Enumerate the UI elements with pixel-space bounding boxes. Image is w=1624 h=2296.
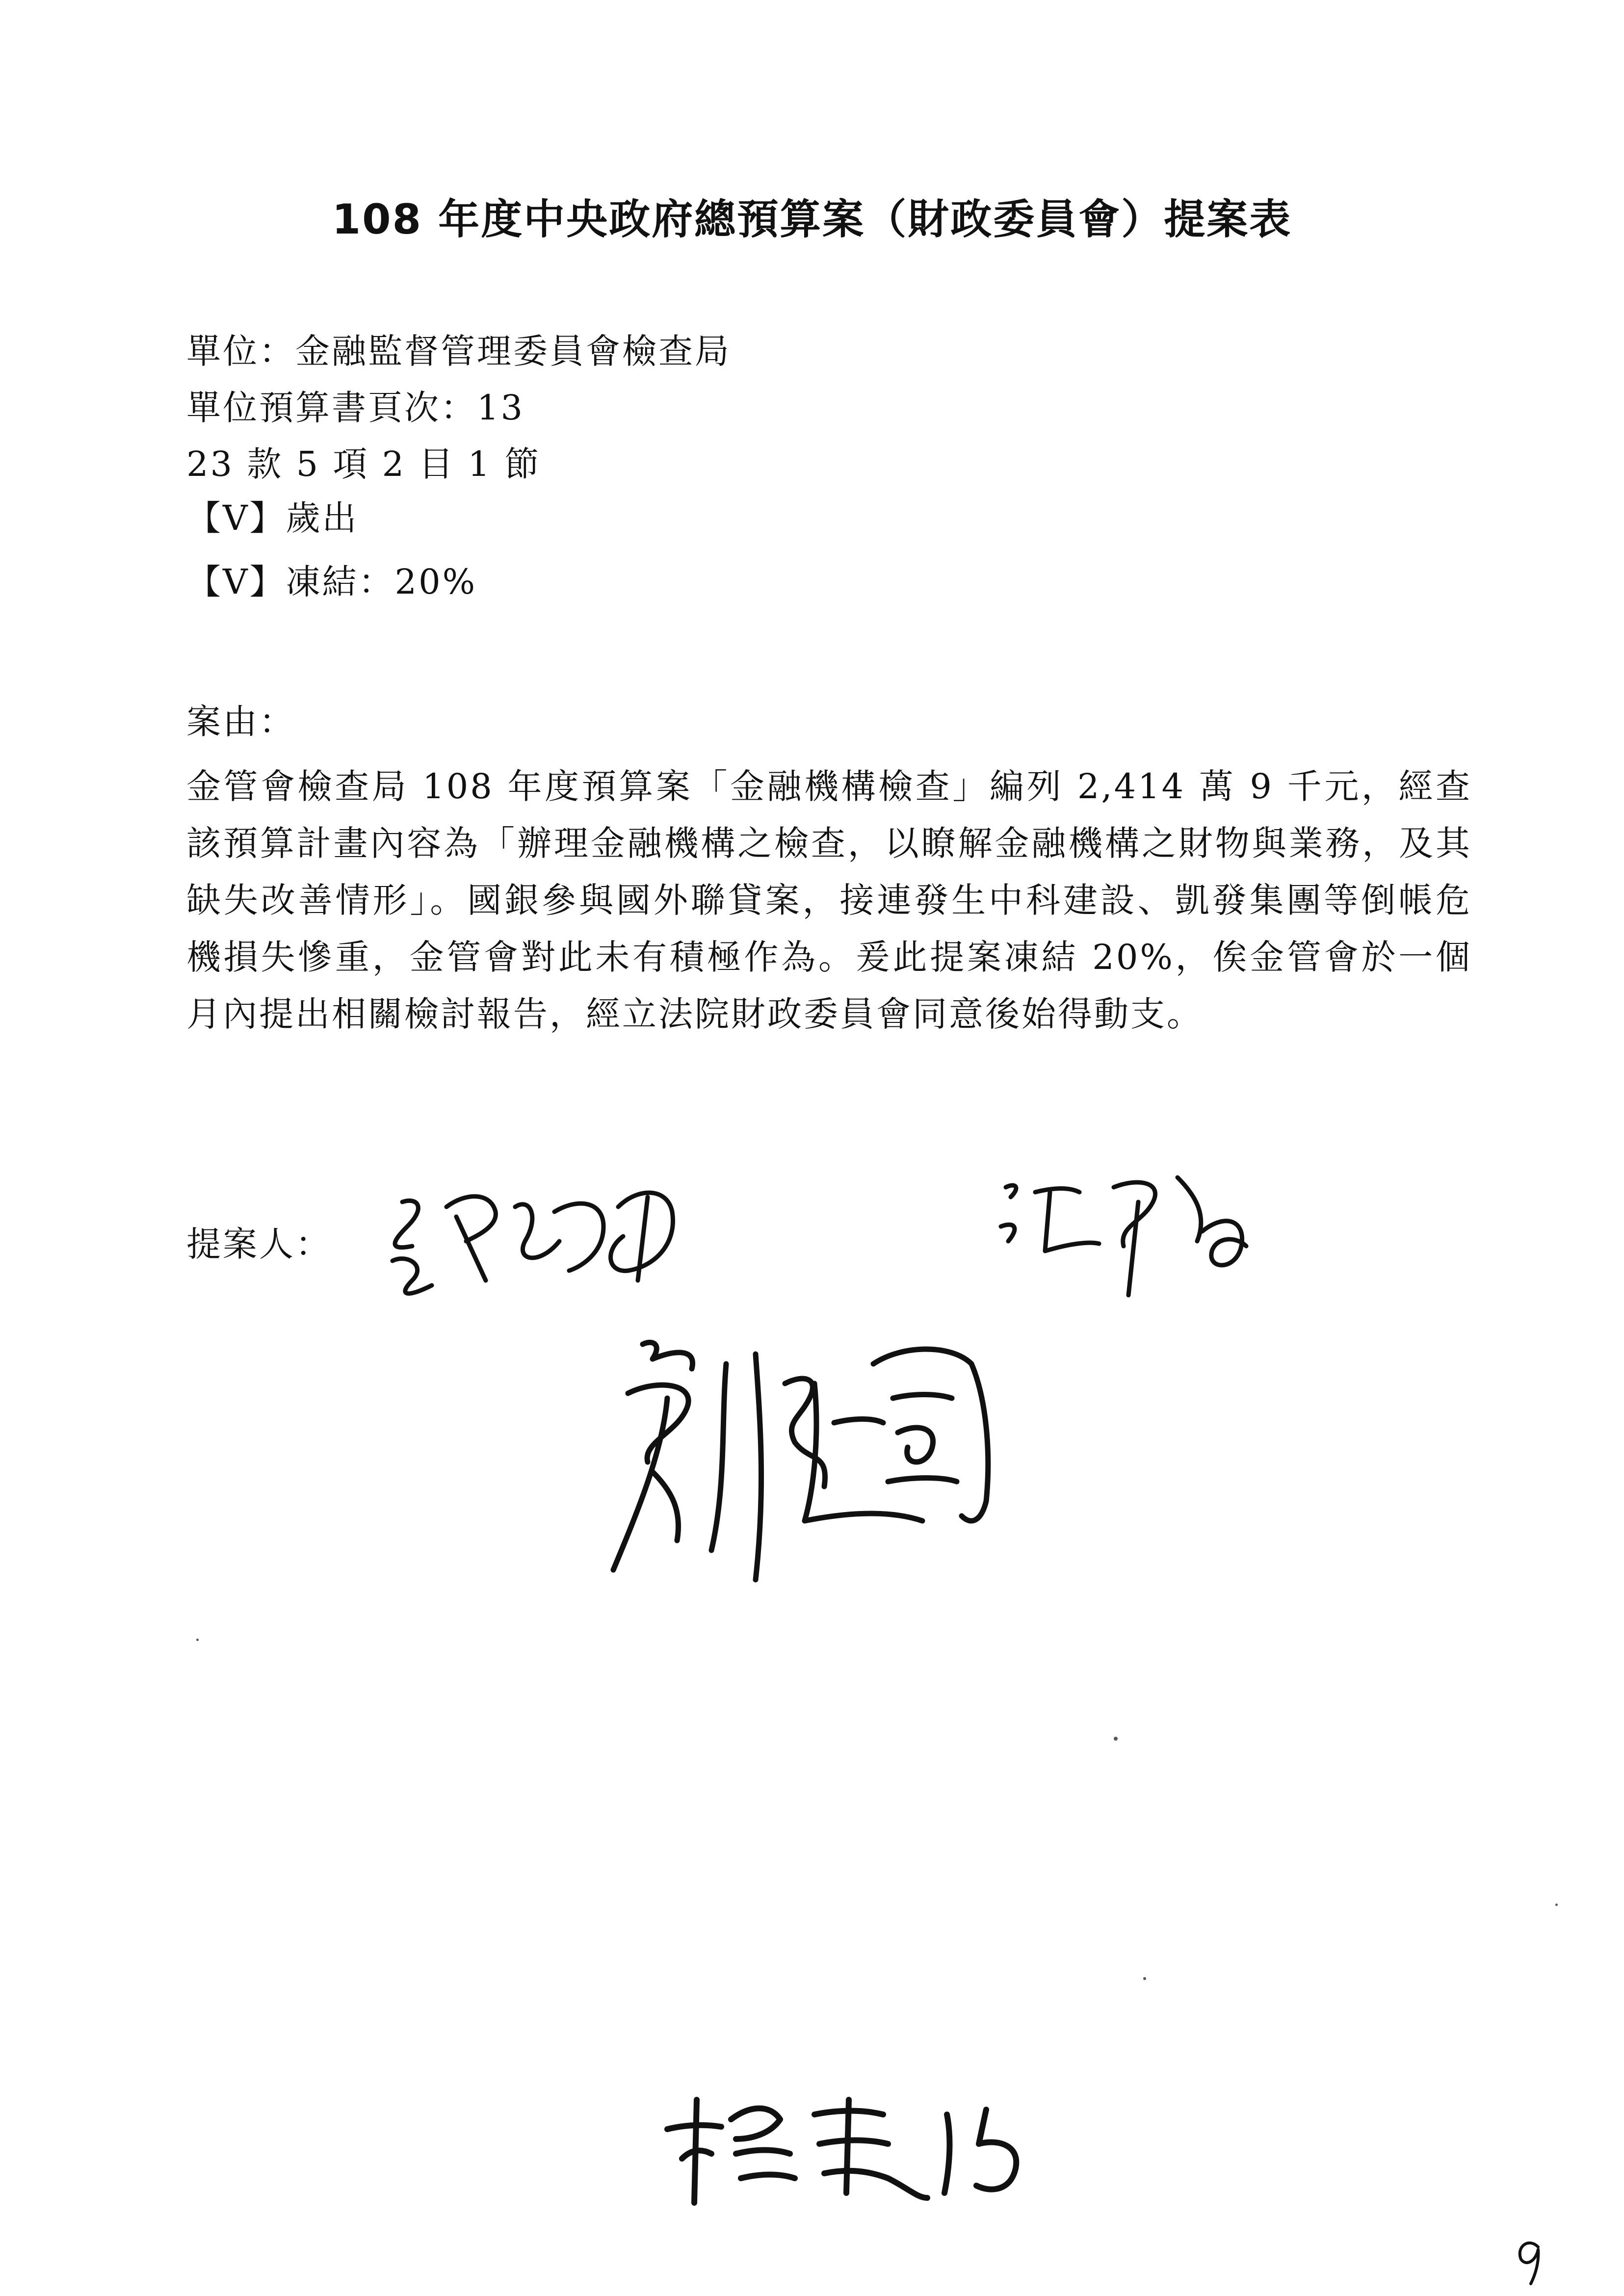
scan-speck [196, 1639, 199, 1641]
unit-line: 單位：金融監督管理委員會檢查局 [186, 331, 731, 371]
reason-label: 案由： [186, 702, 295, 742]
proposer-label: 提案人： [186, 1224, 332, 1264]
budget-page-line: 單位預算書頁次：13 [186, 388, 525, 428]
reason-text: 金管會檢查局 108 年度預算案「金融機構檢查」編列 2,414 萬 9 千元，經查該預算計畫內容為「辦理金融機構之檢查，以瞭解金融機構之財物與業務，及其缺失改善情形」。國銀參與國外聯貸案，接連發生中科建設、凱發集團等倒帳危機損失慘重，金管會對此未有積極作為。爰此提案凍結 20%，俟金管會於一個月內提出相關檢討報告，經立法院財政委員會同意後始得動支。 [186, 766, 1472, 1034]
document-title: 108 年度中央政府總預算案（財政委員會）提案表 [332, 195, 1292, 243]
bottom-note [653, 2085, 1055, 2213]
scan-speck [1143, 1977, 1146, 1980]
signature-1 [373, 1168, 716, 1305]
signature-3 [599, 1325, 1040, 1599]
page-number [1514, 2237, 1548, 2286]
freeze-line: 【V】凍結：20% [186, 562, 477, 602]
scan-speck [1114, 1737, 1118, 1741]
scan-speck [1555, 1904, 1558, 1906]
signature-2 [991, 1158, 1266, 1305]
expenditure-line: 【V】歲出 [186, 498, 359, 538]
section-line: 23 款 5 項 2 目 1 節 [186, 444, 541, 484]
